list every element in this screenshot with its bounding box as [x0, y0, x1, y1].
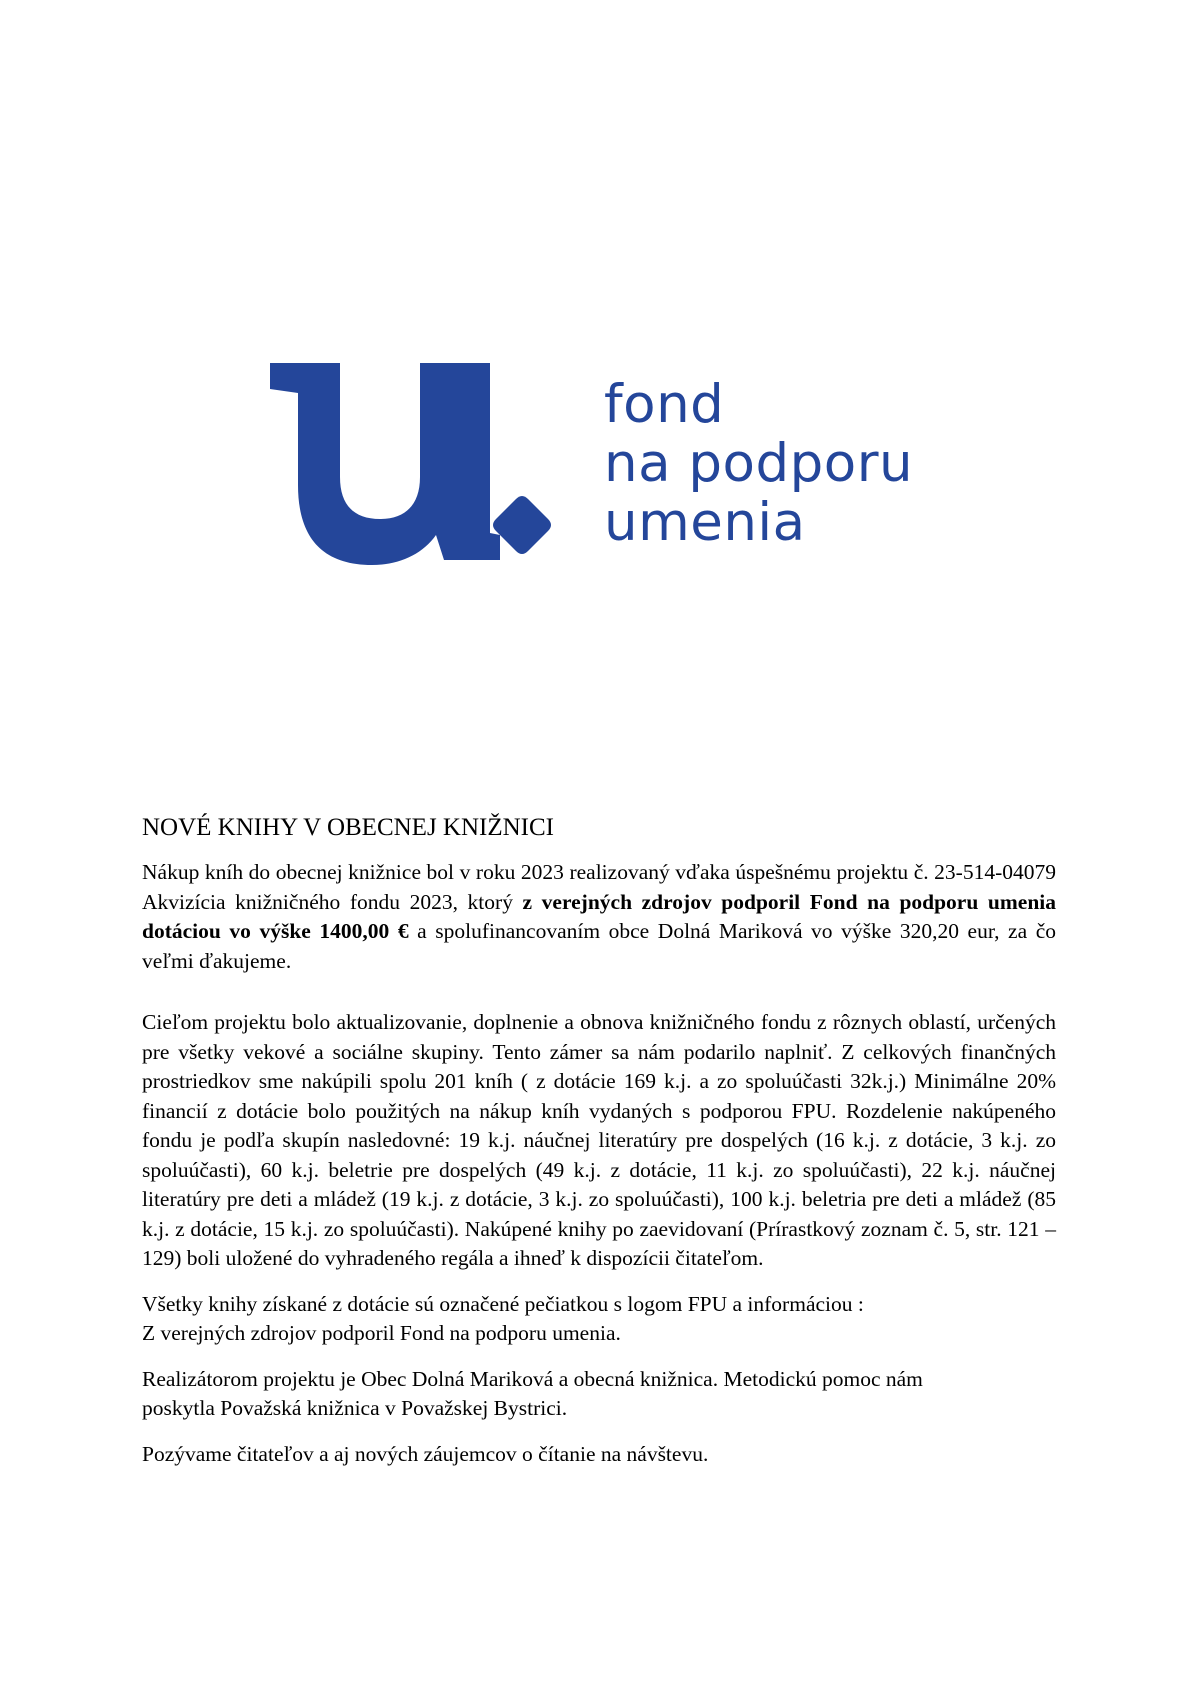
- paragraph-realizer: [142, 1365, 1056, 1424]
- stamp-line-2: Z verejných zdrojov podporil Fond na podporu umenia.: [142, 1321, 621, 1345]
- page-title: NOVÉ KNIHY V OBECNEJ KNIŽNICI: [142, 814, 555, 841]
- logo-line-fond: fond: [604, 374, 725, 435]
- fpu-logo: [270, 355, 930, 595]
- paragraph-goal: Cieľom projektu bolo aktualizovanie, doplnenie a obnova knižničného fondu z rôznych oblastí, určených pre všetky vekové a sociálne skupiny. Tento zámer sa nám podarilo naplniť. Z celkových finančných prostriedkov sme nakúpili spolu 201 kníh ( z dotácie 169 k.j. a zo spoluúčasti 32k.j.) Minimálne 20% financií z dotácie bolo použitých na nákup kníh vydaných s podporou FPU. Rozdelenie nakúpeného fondu je podľa skupín nasledovné: 19 k.j. náučnej literatúry pre dospelých (16 k.j. z dotácie, 3 k.j. zo spoluúčasti), 60 k.j. beletrie pre dospelých (49 k.j. z dotácie, 11 k.j. zo spoluúčasti), 22 k.j. náučnej literatúry pre deti a mládež (19 k.j. z dotácie, 3 k.j. zo spoluúčasti), 100 k.j. beletria pre deti a mládež (85 k.j. z dotácie, 15 k.j. zo spoluúčasti). Nakúpené knihy po zaevidovaní (Prírastkový zoznam č. 5, str. 121 – 129) boli uložené do vyhradeného regála a ihneď k dispozícii čitateľom.: [142, 1010, 1056, 1270]
- intro-text-bold: z verejných zdrojov podporil Fond na podporu umenia dotáciou vo výške 1400,00 €: [142, 889, 1056, 943]
- intro-text-start: Nákup kníh do obecnej knižnice bol v roku 2023 realizovaný vďaka úspešnému projektu č. 23-514-04079 Akvizícia knižničného fondu 2023, ktorý: [142, 860, 1056, 914]
- fpu-u-mark-icon: [270, 355, 570, 595]
- fpu-logo-wordmark: [604, 375, 913, 552]
- paragraph-stamp: [142, 1290, 1056, 1349]
- logo-line-umenia: umenia: [604, 492, 806, 553]
- realizer-line-2: poskytla Považská knižnica v Považskej Bystrici.: [142, 1396, 568, 1420]
- realizer-line-1: Realizátorom projektu je Obec Dolná Mariková a obecná knižnica. Metodickú pomoc nám: [142, 1366, 923, 1391]
- logo-line-na-podporu: na podporu: [604, 433, 914, 494]
- stamp-line-1: Všetky knihy získané z dotácie sú označené pečiatkou s logom FPU a informáciou :: [142, 1291, 864, 1316]
- paragraph-intro: [142, 858, 1056, 976]
- paragraph-invitation: Pozývame čitateľov a aj nových záujemcov o čítanie na návštevu.: [142, 1441, 709, 1466]
- intro-text-end: a spolufinancovaním obce Dolná Mariková vo výške 320,20 eur, za čo veľmi ďakujeme.: [142, 919, 1057, 973]
- article: [142, 812, 1056, 1469]
